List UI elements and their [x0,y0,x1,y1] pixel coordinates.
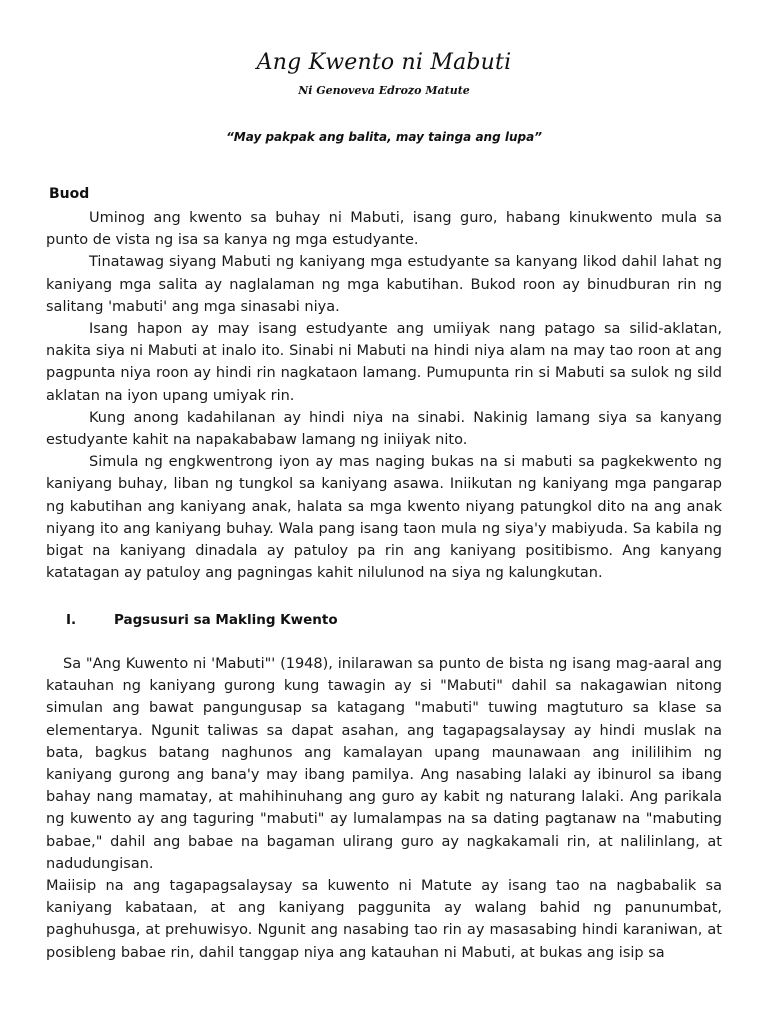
buod-paragraph: Tinatawag siyang Mabuti ng kaniyang mga estudyante sa kanyang likod dahil lahat ng kaniyang mga salita ay naglalaman ng mga kabutihan. Bukod roon ay binudburan rin ng salitang 'mabuti' ang mga sinasabi niya. [46,254,722,315]
buod-paragraph: Isang hapon ay may isang estudyante ang umiiyak nang patago sa silid-aklatan, nakita siya ni Mabuti at inalo ito. Sinabi ni Mabuti na hindi niya alam na may tao roon at ang pagpunta niya roon ay hindi rin nagkataon lamang. Pumupunta rin si Mabuti sa sulok ng sild aklatan na iyon upang umiyak rin. [46,321,722,404]
document-author: Ni Genoveva Edrozo Matute [298,84,470,97]
section-body [46,653,722,964]
document-proverb: “May pakpak ang balita, may tainga ang lupa” [226,130,542,144]
buod-paragraph: Simula ng engkwentrong iyon ay mas naging bukas na si mabuti sa pagkekwento ng kaniyang buhay, liban ng tungkol sa kaniyang asawa. Iniikutan ng kaniyang mga pangarap ng kabutihan ang kaniyang anak, halata sa mga kwento niyang patungkol dito na ang anak niyang ito ang kaniyang buhay. Wala pang isang taon mula ng siya'y mabiyuda. Sa kabila ng bigat na kaniyang dinadala ay patuloy pa rin ang kaniyang positibismo. Ang kanyang katatagan ay patuloy ang pagningas kahit nilulunod na siya ng kalungkutan. [46,454,722,582]
buod-paragraph: Uminog ang kwento sa buhay ni Mabuti, isang guro, habang kinukwento mula sa punto de vista ng isa sa kanya ng mga estudyante. [46,210,722,249]
buod-body [46,207,722,584]
document-title: Ang Kwento ni Mabuti [256,50,512,75]
section-title: Pagsusuri sa Makling Kwento [114,612,338,628]
section-paragraph: Maiisip na ang tagapagsalaysay sa kuwento ni Matute ay isang tao na nagbabalik sa kaniyang kabataan, at ang kaniyang paggunita ay walang bahid ng panunumbat, paghuhusga, at prehuwisyo. Ngunit ang nasabing tao rin ay masasabing hindi karaniwan, at posibleng babae rin, dahil tanggap niya ang katauhan ni Mabuti, at bukas ang isip sa [46,878,722,961]
section-paragraph: Sa "Ang Kuwento ni 'Mabuti"' (1948), inilarawan sa punto de bista ng isang mag-aaral ang katauhan ng kaniyang gurong kung tawagin ay si "Mabuti" dahil sa nakagawian nitong simulan ang bawat pangungusap sa katagang "mabuti" tuwing magtuturo sa klase sa elementarya. Ngunit taliwas sa dapat asahan, ang tagapagsalaysay ay hindi muslak na bata, bagkus batang naghunos ang kamalayan upang maunawaan ang inililihim ng kaniyang gurong ang bana'y may ibang pamilya. Ang nasabing lalaki ay ibinurol sa ibang bahay nang mamatay, at mahihinuhang ang guro ay kabit ng naturang lalaki. Ang parikala ng kuwento ay ang taguring "mabuti" ay lumalampas na sa dating pagtanaw na "mabuting babae," dahil ang babae na bagaman ulirang guro ay nagkakamali rin, at nalilinlang, at nadudungisan. [46,656,722,872]
buod-heading: Buod [49,186,90,202]
buod-paragraph: Kung anong kadahilanan ay hindi niya na sinabi. Nakinig lamang siya sa kanyang estudyante kahit na napakababaw lamang ng iniiyak nito. [46,409,722,449]
section-number: I. [66,612,77,628]
document-page [46,0,722,1024]
section-heading [66,612,666,628]
